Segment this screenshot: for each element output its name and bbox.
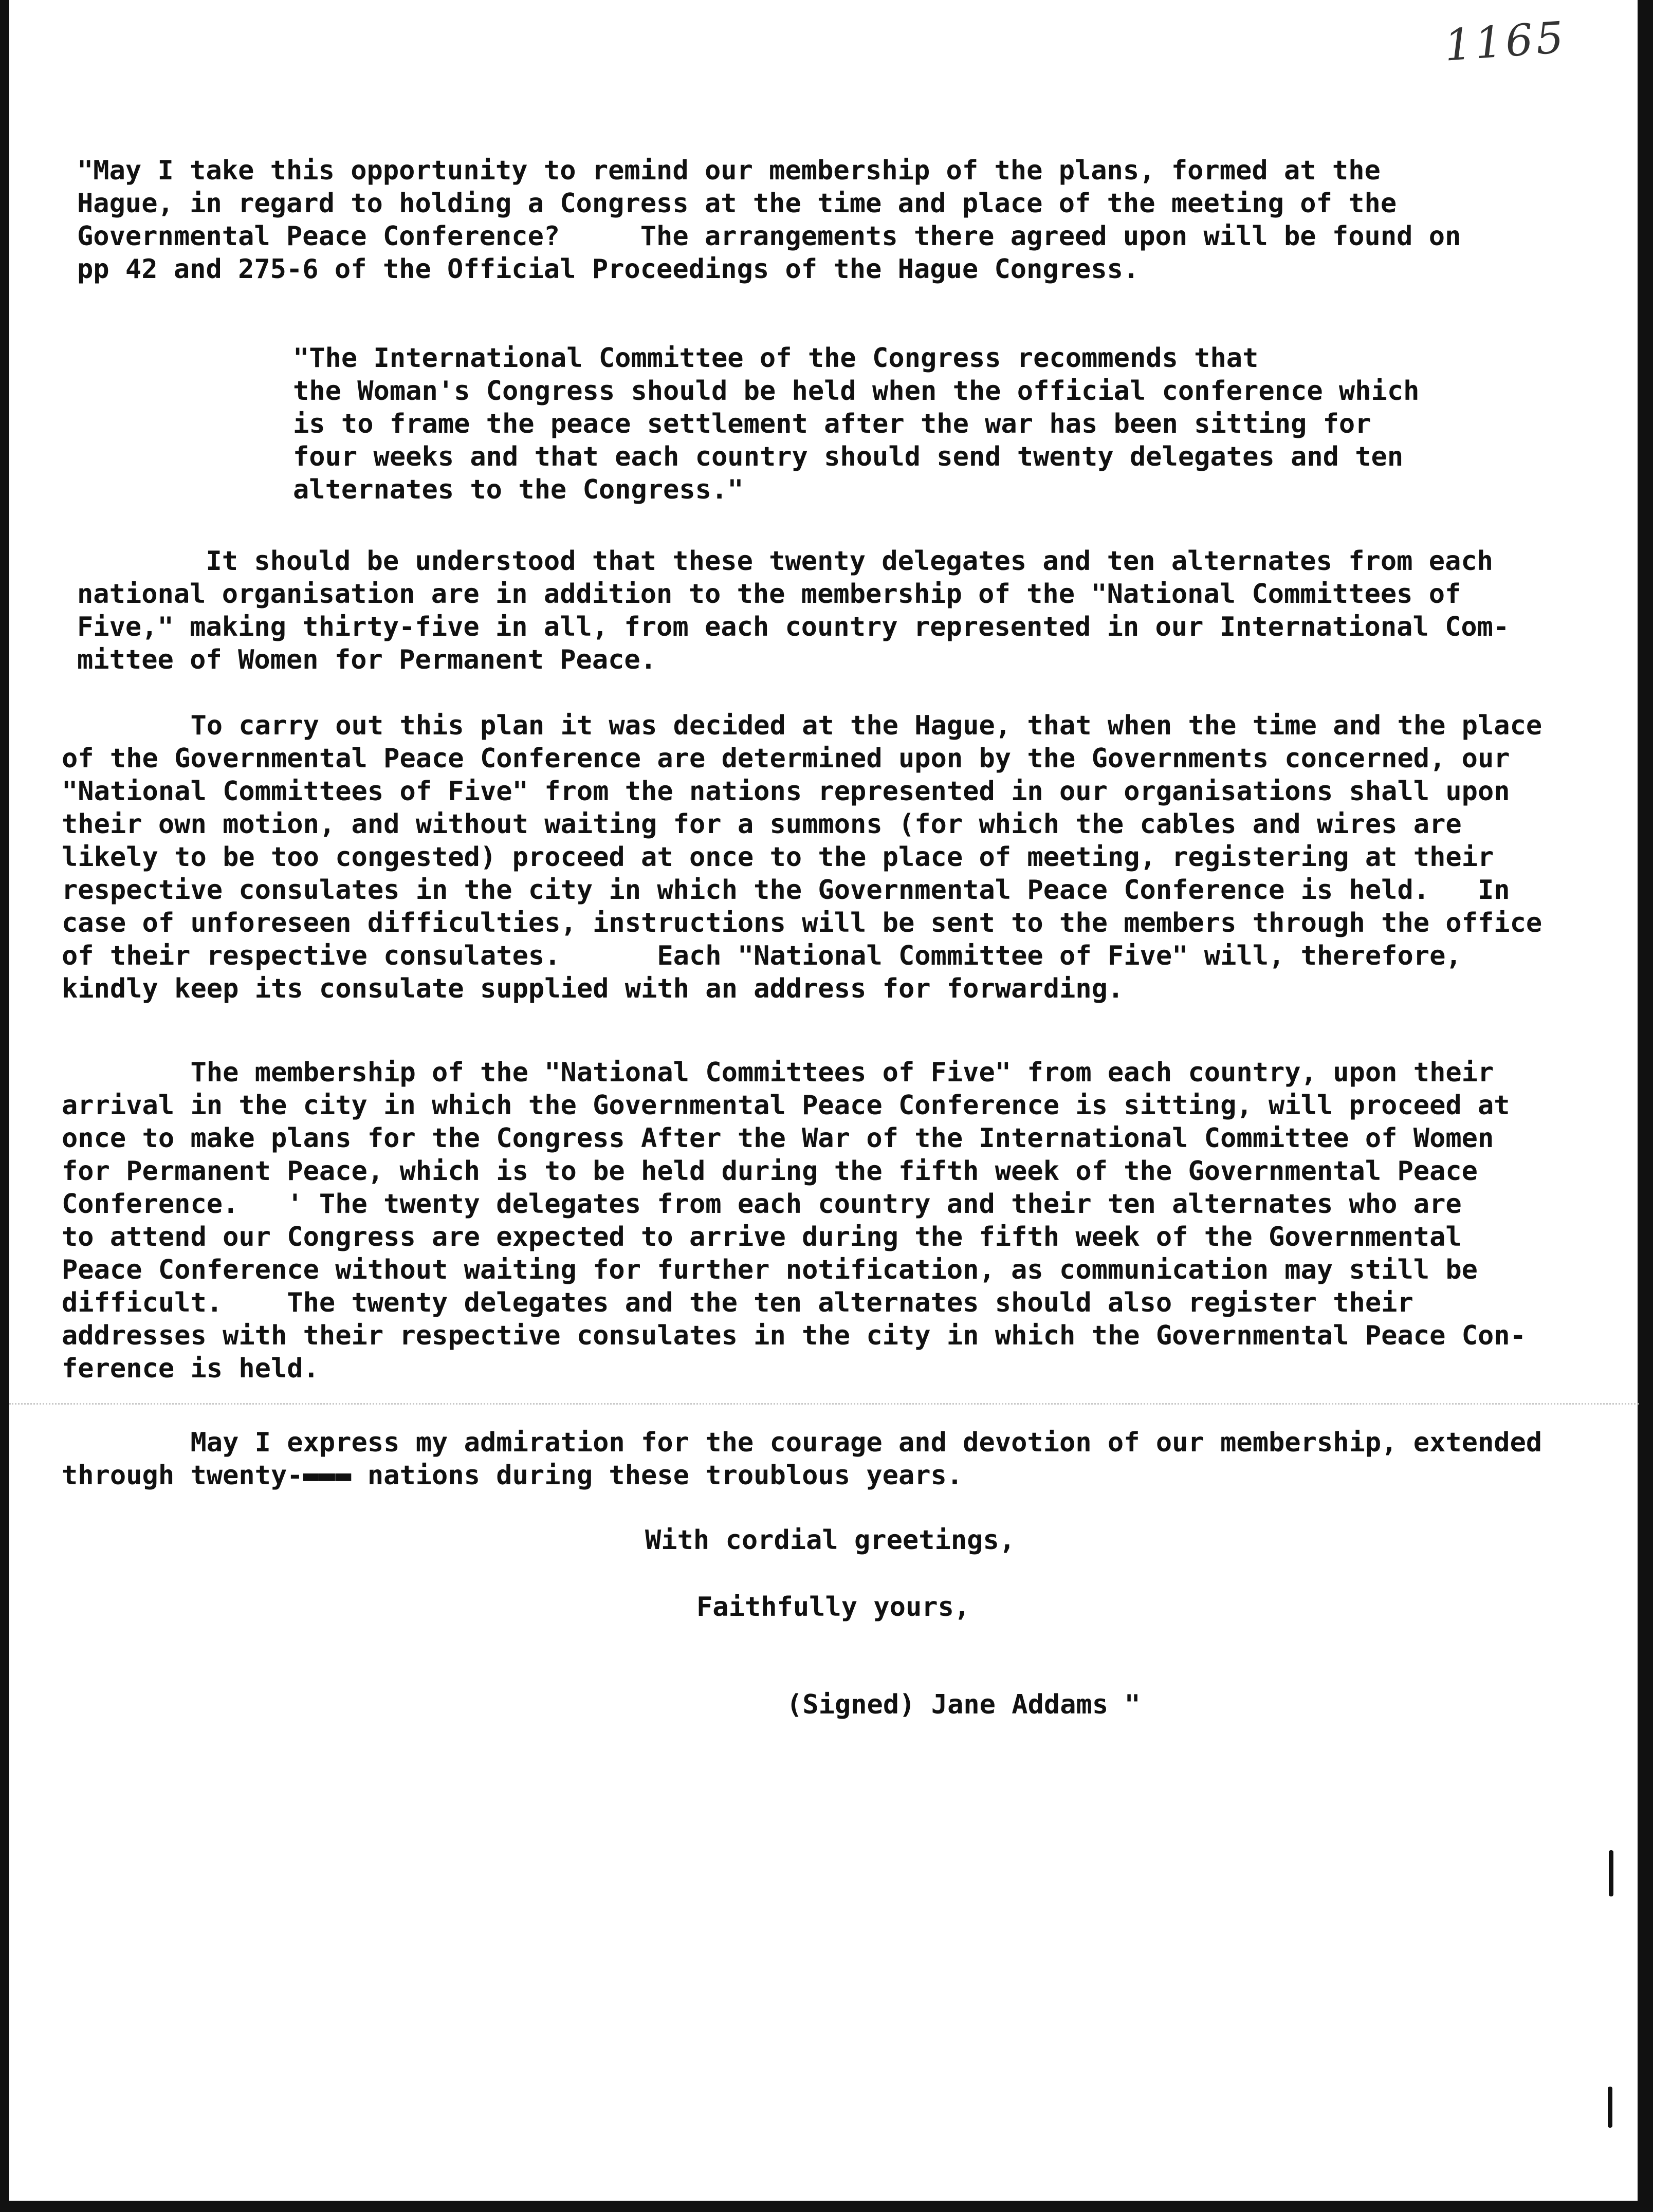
handwritten-page-number: 1165: [1442, 12, 1568, 71]
membership-paragraph: The membership of the "National Committees of Five" from each country, upon their arrival in the city in which the Governmental Peace Conference is sitting, will proceed at once to make plans for the Congress After the War of the International Committee of Women for Permanent Peace, which is to be held during the fifth week of the Governmental Peace Conference. ' The twenty delegates from each country and their ten alternates who are to attend our Congress are expected to arrive during the fifth week of the Governmental Peace Conference without waiting for further notification, as communication may still be difficult. The twenty delegates and the ten alternates should also register their addresses with their respective consulates in the city in which the Governmental Peace Con- ference is held.: [62, 1057, 1526, 1384]
fold-line: [9, 1403, 1639, 1405]
admiration-paragraph: May I express my admiration for the courage and devotion of our membership, extended through twenty-▬▬▬ nations during these troublous years.: [62, 1427, 1542, 1491]
plan-paragraph: To carry out this plan it was decided at the Hague, that when the time and the place of the Governmental Peace Conference are determined upon by the Governments concerned, our "National Committees of Five" from the nations represented in our organisations shall upon their own motion, and without waiting for a summons (for which the cables and wires are likely to be too congested) proceed at once to the place of meeting, registering at their respective consulates in the city in which the Governmental Peace Conference is held. In case of unforeseen difficulties, instructions will be sent to the members through the office of their respective consulates. Each "National Committee of Five" will, therefore, kindly keep its consulate supplied with an address for forwarding.: [62, 710, 1542, 1004]
scan-border-left: [0, 0, 9, 2212]
opening-paragraph: "May I take this opportunity to remind our membership of the plans, formed at the Hague, in regard to holding a Congress at the time and place of the meeting of the Governmental Peace Conference? The arrangements there agreed upon will be found on pp 42 and 275-6 of the Official Proceedings of the Hague Congress.: [77, 155, 1461, 285]
quoted-recommendation: "The International Committee of the Congress recommends that the Woman's Congress should be held when the official conference which is to frame the peace settlement after the war has been sitting for four weeks and that each country should send twenty delegates and ten alternates to the Congress.": [293, 343, 1420, 505]
signature-line: (Signed) Jane Addams ": [786, 1689, 1141, 1720]
closing-greeting: With cordial greetings,: [645, 1525, 1016, 1556]
scan-border-right: [1638, 0, 1653, 2212]
margin-mark: [1608, 2087, 1612, 2128]
margin-mark: [1609, 1850, 1613, 1896]
scan-border-bottom: [0, 2201, 1653, 2212]
delegates-paragraph: It should be understood that these twenty delegates and ten alternates from each national organisation are in addition to the membership of the "National Committees of Five," making thirty-five in all, from each country represented in our International Com- mittee of Women for Permanent Peace.: [77, 546, 1510, 675]
signoff: Faithfully yours,: [696, 1592, 970, 1623]
